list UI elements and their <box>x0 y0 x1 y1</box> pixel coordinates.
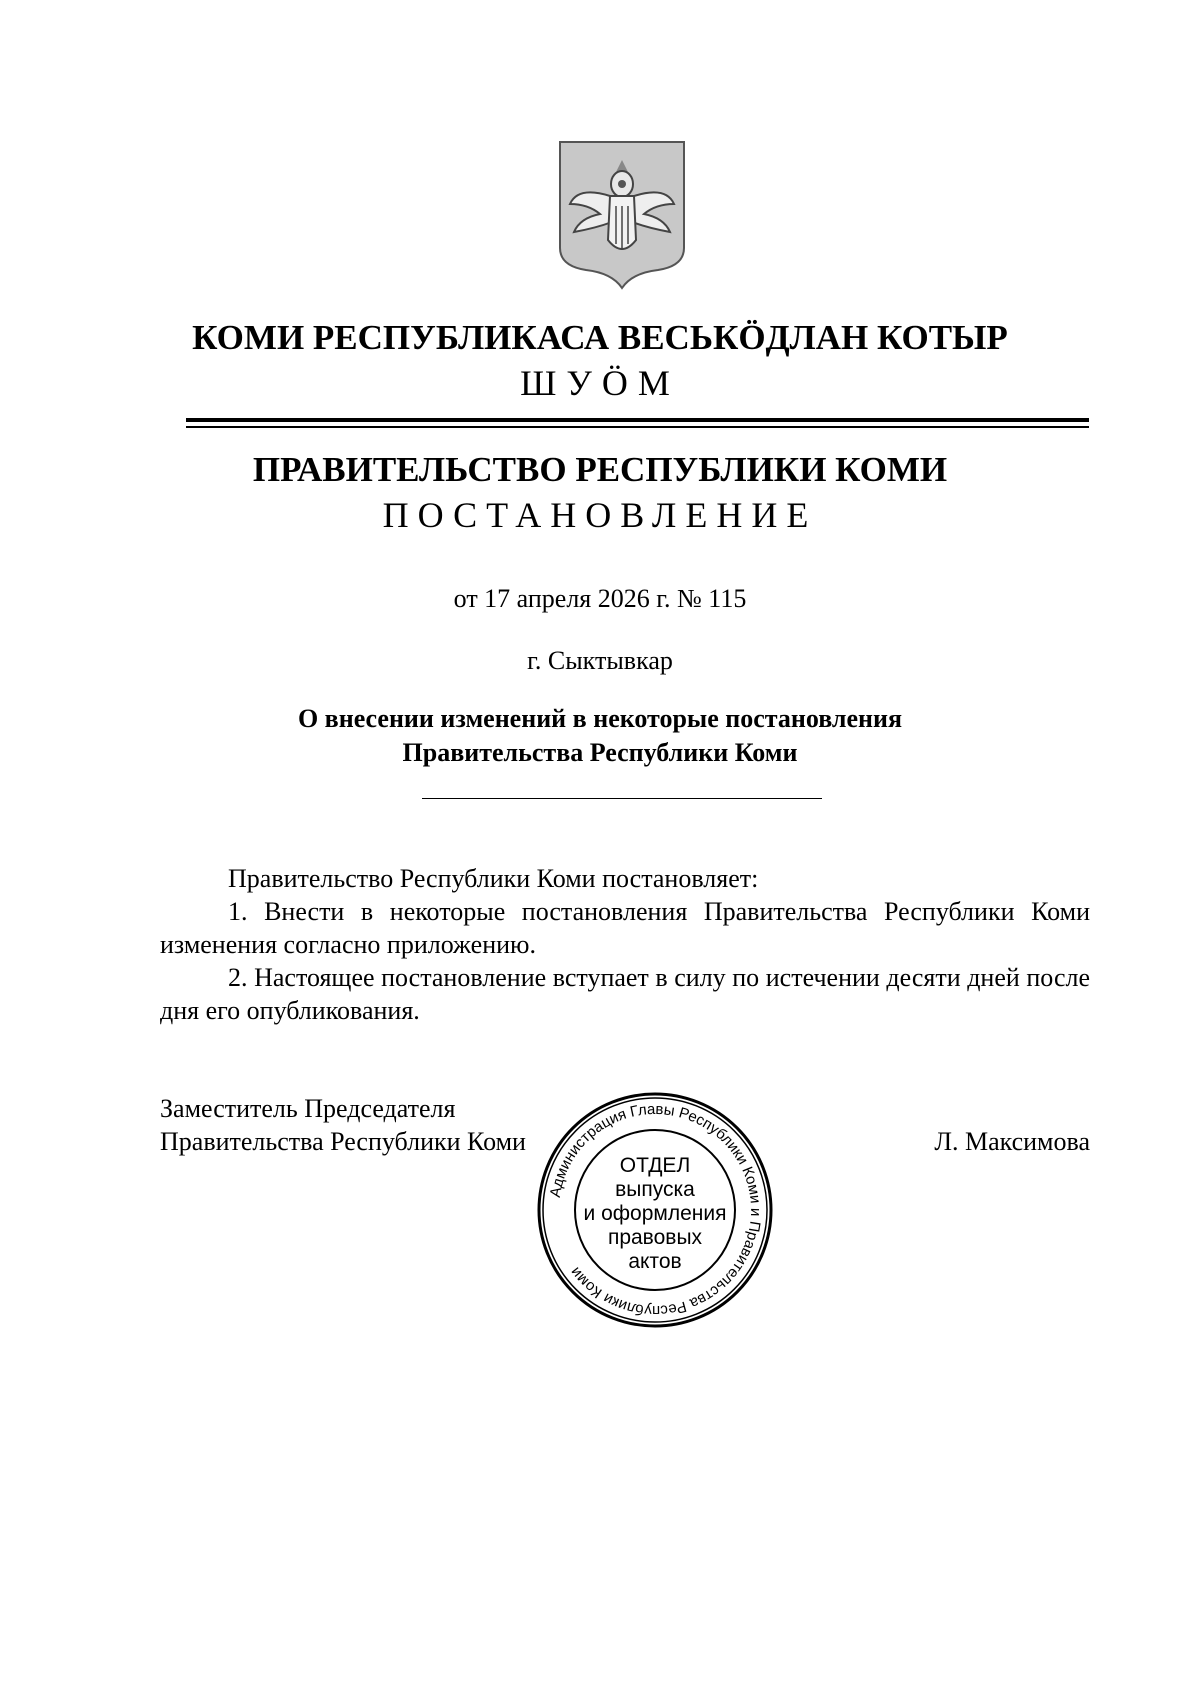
header-divider-thin <box>186 426 1089 428</box>
official-stamp <box>535 1090 775 1330</box>
document-type: ПОСТАНОВЛЕНИЕ <box>382 495 818 535</box>
stamp-line-3: и оформления <box>583 1202 727 1225</box>
body-intro: Правительство Республики Коми постановляет: <box>228 864 759 893</box>
stamp-line-5: актов <box>628 1250 682 1273</box>
komi-coat-of-arms-icon <box>558 140 686 290</box>
document-title-line2: Правительства Республики Коми <box>402 738 798 767</box>
komi-header-title: КОМИ РЕСПУБЛИКАСА ВЕСЬКӦДЛАН КОТЫР <box>192 318 1008 357</box>
document-title-line1: О внесении изменений в некоторые постановления <box>297 704 903 733</box>
stamp-line-4: правовых <box>607 1226 703 1249</box>
signatory-position-line2: Правительства Республики Коми <box>160 1127 526 1156</box>
body-item-2: 2. Настоящее постановление вступает в силу по истечении десяти дней после дня его опубликования. <box>160 963 1090 1025</box>
document-city: г. Сыктывкар <box>527 646 673 675</box>
title-underline <box>422 798 822 799</box>
government-title: ПРАВИТЕЛЬСТВО РЕСПУБЛИКИ КОМИ <box>252 450 948 489</box>
body-item-1: 1. Внести в некоторые постановления Правительства Республики Коми изменения согласно приложению. <box>160 897 1090 959</box>
stamp-ring-text: Администрация Главы Республики Коми и Правительства Республики Коми <box>546 1100 765 1320</box>
komi-doc-type: ШУӦМ <box>520 363 680 403</box>
signatory-name: Л. Максимова <box>934 1127 1090 1156</box>
stamp-line-1: ОТДЕЛ <box>619 1154 691 1177</box>
document-date-number: от 17 апреля 2026 г. № 115 <box>453 584 747 613</box>
signatory-position-line1: Заместитель Председателя <box>160 1094 456 1123</box>
header-divider-thick <box>186 418 1089 422</box>
stamp-line-2: выпуска <box>615 1178 695 1201</box>
